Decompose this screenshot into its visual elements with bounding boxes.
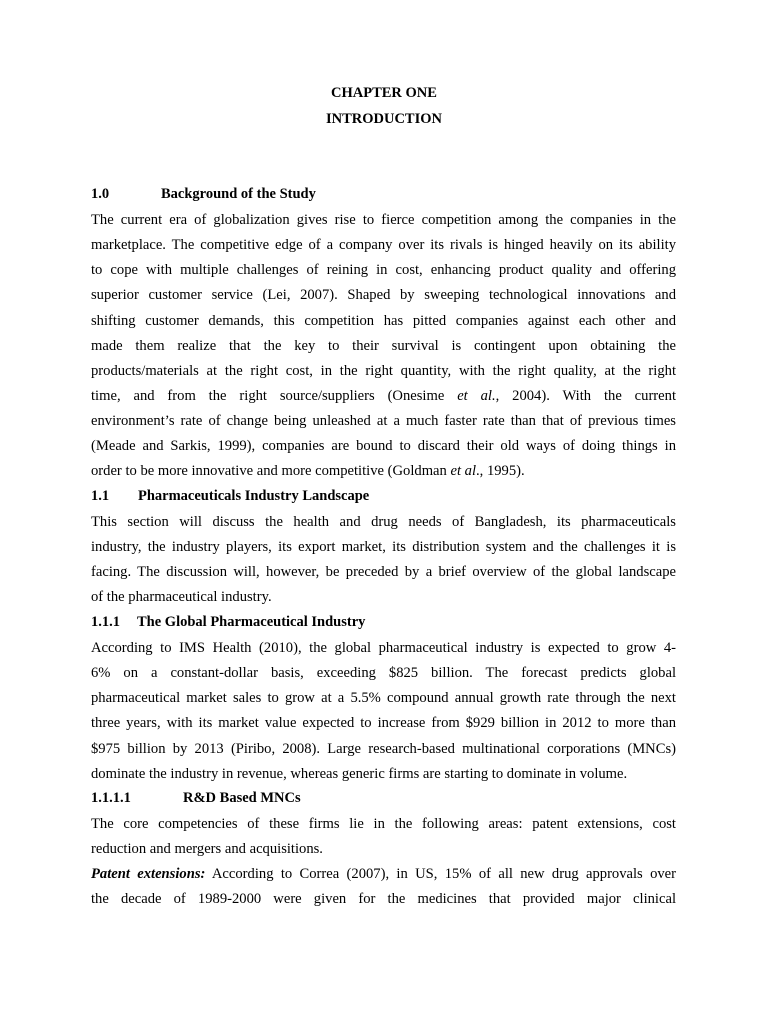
section-number: 1.1.1.1	[91, 790, 131, 806]
text-run: marketplace. The competitive edge of a company over its rivals is hinged heavily on its ability	[91, 237, 676, 254]
text-run: to cope with multiple challenges of reining in cost, enhancing product quality and offering	[91, 262, 676, 279]
text-line	[91, 661, 676, 686]
text-line	[91, 309, 676, 334]
text-run: According to IMS Health (2010), the global pharmaceutical industry is expected to grow 4-	[91, 640, 676, 656]
text-run: order to be more innovative and more competitive (Goldman	[91, 463, 451, 480]
text-run: the decade of 1989-2000 were given for the medicines that provided major clinical	[91, 891, 676, 908]
text-line	[91, 887, 676, 912]
text-line	[91, 762, 676, 787]
text-run: industry, the industry players, its export market, its distribution system and the challenges it is	[91, 539, 676, 556]
text-run: The core competencies of these firms lie in the following areas: patent extensions, cost	[91, 816, 676, 832]
text-run: made them realize that the key to their survival is contingent upon obtaining the	[91, 337, 676, 354]
text-run: , 2004). With the current	[495, 387, 676, 404]
text-run: 6% on a constant-dollar basis, exceeding $825 billion. The forecast predicts global	[91, 665, 676, 682]
text-line	[91, 434, 676, 459]
chapter-label: CHAPTER ONE	[331, 85, 437, 101]
section-heading-1-1	[91, 488, 369, 505]
text-run: (Meade and Sarkis, 1999), companies are bound to discard their old ways of doing things in	[91, 438, 676, 455]
text-run: $975 billion by 2013 (Piribo, 2008). Large research-based multinational corporations (MNCs)	[91, 740, 676, 757]
section-title: R&D Based MNCs	[183, 790, 301, 806]
text-line	[91, 258, 676, 283]
text-run: ., 1995).	[476, 463, 525, 480]
text-line	[91, 711, 676, 736]
text-line	[91, 233, 676, 258]
paragraph-rd-mncs	[91, 812, 676, 913]
text-run: superior customer service (Lei, 2007). Shaped by sweeping technological innovations and	[91, 287, 676, 304]
text-run: According to Correa (2007), in US, 15% of all new drug approvals over	[205, 866, 676, 883]
text-line	[91, 409, 676, 434]
text-run: pharmaceutical market sales to grow at a 5.5% compound annual growth rate through the next	[91, 690, 676, 707]
text-run: products/materials at the right cost, in the right quantity, with the right quality, at the right	[91, 362, 676, 379]
text-line	[91, 862, 676, 887]
chapter-title: INTRODUCTION	[325, 111, 442, 127]
run-in-heading: Patent extensions:	[91, 866, 206, 883]
text-line	[91, 359, 676, 384]
text-run: reduction and mergers and acquisitions.	[91, 841, 323, 858]
text-run: three years, with its market value expected to increase from $929 billion in 2012 to more than	[91, 715, 676, 732]
text-line	[91, 510, 676, 535]
text-run: shifting customer demands, this competition has pitted companies against each other and	[91, 312, 676, 329]
text-line	[91, 686, 676, 711]
text-line	[91, 208, 676, 233]
section-number: 1.1	[91, 488, 110, 504]
text-run: of the pharmaceutical industry.	[91, 589, 272, 606]
section-title: Pharmaceuticals Industry Landscape	[138, 488, 370, 504]
text-run: dominate the industry in revenue, whereas generic firms are starting to dominate in volume.	[91, 765, 628, 782]
text-line	[91, 560, 676, 585]
text-line	[91, 737, 676, 762]
section-heading-1-1-1-1	[91, 790, 301, 807]
paragraph-global-industry	[91, 636, 676, 787]
section-number: 1.0	[91, 186, 110, 202]
text-line	[91, 334, 676, 359]
text-line	[91, 585, 676, 610]
section-heading-1-0	[91, 186, 316, 203]
section-heading-1-1-1	[91, 614, 365, 631]
italic-text: et al	[450, 463, 477, 480]
text-line	[91, 812, 676, 837]
text-run: environment’s rate of change being unleashed at a much faster rate than that of previous times	[91, 413, 676, 430]
text-line	[91, 384, 676, 409]
paragraph-landscape	[91, 510, 676, 611]
italic-text: et al.	[457, 387, 496, 404]
section-title: The Global Pharmaceutical Industry	[137, 614, 366, 630]
text-run: This section will discuss the health and drug needs of Bangladesh, its pharmaceuticals	[91, 514, 676, 530]
text-line	[91, 636, 676, 661]
text-line	[91, 283, 676, 308]
text-line	[91, 459, 676, 484]
text-run: facing. The discussion will, however, be preceded by a brief overview of the global landscape	[91, 564, 676, 581]
text-run: The current era of globalization gives rise to fierce competition among the companies in the	[91, 212, 676, 228]
section-number: 1.1.1	[91, 614, 120, 630]
text-line	[91, 837, 676, 862]
text-line	[91, 535, 676, 560]
text-run: time, and from the right source/suppliers (Onesime	[91, 387, 458, 404]
paragraph-background	[91, 208, 676, 485]
section-title: Background of the Study	[161, 186, 316, 202]
